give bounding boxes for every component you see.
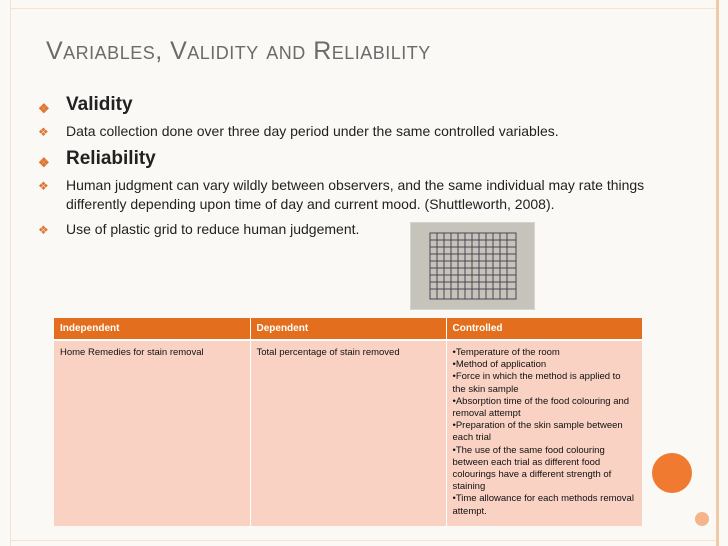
bullet-text: Validity — [66, 94, 133, 115]
controlled-item: •Absorption time of the food colouring and removal attempt — [452, 395, 630, 420]
bullet-list — [38, 93, 678, 245]
bullet-item — [38, 176, 678, 214]
square-diamond-bullet-icon: ❖ — [38, 223, 49, 237]
bullet-item — [38, 220, 678, 239]
square-diamond-bullet-icon: ❖ — [38, 101, 50, 116]
frame-line — [10, 540, 718, 541]
column-header-dependent: Dependent — [250, 318, 446, 340]
column-header-independent: Independent — [54, 318, 250, 340]
decorative-circle-small — [695, 512, 709, 526]
slide-title: Variables, Validity and Reliability — [46, 37, 431, 65]
square-diamond-bullet-icon: ❖ — [38, 179, 49, 193]
column-header-controlled: Controlled — [446, 318, 642, 340]
controlled-item: •The use of the same food colouring between each trial as different food colourings have a different strength of staining — [452, 444, 612, 493]
bullet-item — [38, 147, 678, 171]
table-header-row — [54, 318, 642, 340]
dependent-cell: Total percentage of stain removed — [250, 340, 446, 526]
frame-line — [716, 0, 719, 546]
plastic-grid-photo — [410, 222, 535, 310]
square-diamond-bullet-icon: ❖ — [38, 155, 50, 170]
controlled-item: •Preparation of the skin sample between each trial — [452, 420, 623, 444]
bullet-text: Reliability — [66, 148, 156, 169]
bullet-text: Use of plastic grid to reduce human judgement. — [66, 221, 360, 237]
controlled-item: •Force in which the method is applied to the skin sample — [452, 371, 621, 395]
bullet-item — [38, 122, 678, 141]
square-diamond-bullet-icon: ❖ — [38, 125, 49, 139]
controlled-item: •Method of application — [452, 359, 547, 371]
decorative-circle — [652, 453, 692, 493]
bullet-text: Human judgment can vary wildly between observers, and the same individual may rate things differently depending upon time of day and current mood. (Shuttleworth, 2008). — [66, 177, 645, 212]
controlled-item: •Time allowance for each methods removal attempt. — [452, 493, 634, 517]
controlled-cell — [446, 340, 642, 526]
bullet-text: Data collection done over three day period under the same controlled variables. — [66, 123, 559, 139]
variables-table — [54, 318, 642, 526]
table-row — [54, 340, 642, 526]
frame-line — [10, 0, 11, 546]
independent-cell: Home Remedies for stain removal — [54, 340, 250, 526]
bullet-item — [38, 93, 678, 117]
frame-line — [10, 8, 718, 9]
controlled-item: •Temperature of the room — [452, 347, 560, 358]
